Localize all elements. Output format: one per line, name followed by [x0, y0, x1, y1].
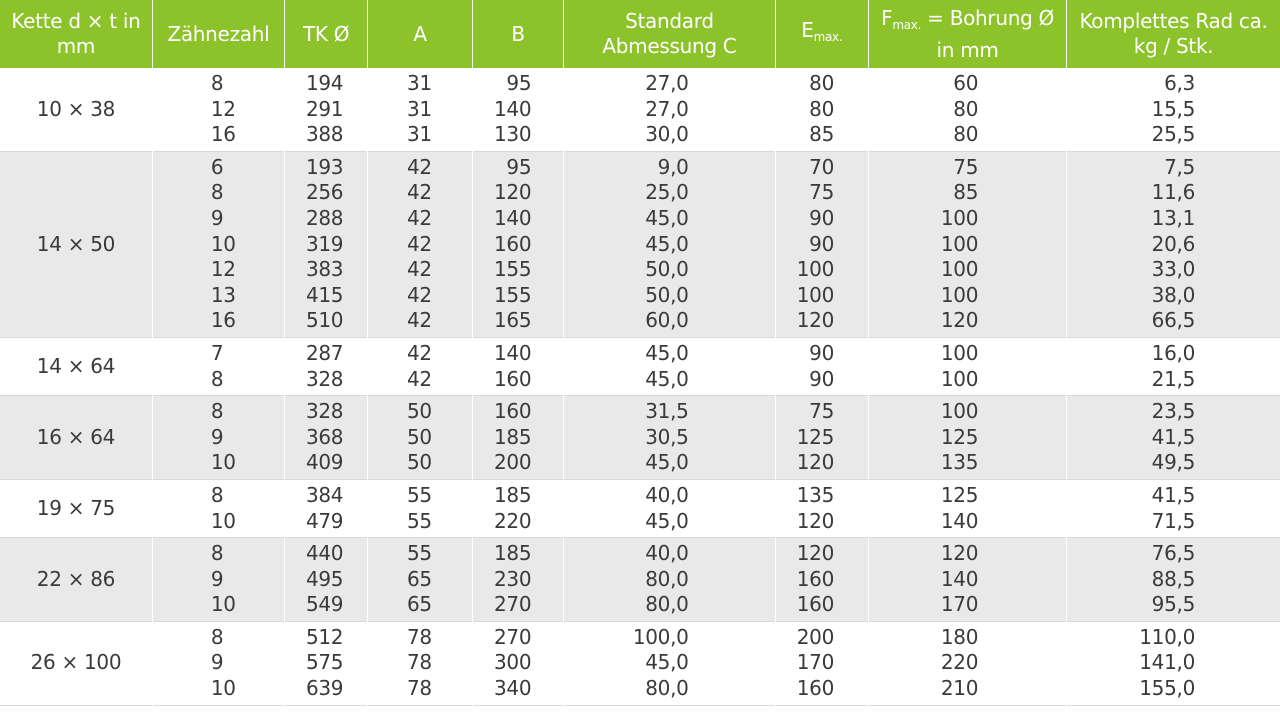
e-cell: [775, 479, 868, 537]
a-value: 31: [407, 122, 432, 147]
a-value: 55: [407, 541, 432, 566]
w-cell: [1067, 151, 1280, 337]
b-value: 95: [506, 154, 532, 179]
b-cell: [472, 68, 563, 151]
e-value: 70: [809, 154, 835, 179]
w-value: 155,0: [1139, 676, 1195, 701]
f-cell: [869, 621, 1067, 705]
teeth-cell: [152, 396, 284, 480]
table-row: [0, 151, 1280, 337]
c-value: 30,0: [645, 122, 689, 147]
c-value: 45,0: [645, 366, 689, 391]
c-cell: [564, 337, 775, 395]
c-cell: [564, 68, 775, 151]
b-value: 340: [494, 676, 532, 701]
header-e: [775, 0, 868, 68]
w-value: 41,5: [1151, 424, 1195, 449]
w-value: 41,5: [1151, 482, 1195, 507]
tk-value: 193: [305, 154, 344, 179]
table-row: [0, 479, 1280, 537]
a-value: 31: [407, 71, 432, 95]
e-value: 160: [796, 676, 835, 701]
a-value: 42: [407, 154, 432, 179]
f-value: 100: [940, 231, 979, 256]
header-f-sub: max.: [892, 17, 922, 32]
w-value: 16,0: [1151, 340, 1195, 365]
c-value: 45,0: [645, 231, 689, 256]
tk-value: 288: [305, 205, 344, 230]
tk-value: 495: [305, 566, 344, 591]
w-value: 6,3: [1164, 71, 1195, 95]
a-value: 50: [407, 424, 432, 449]
e-value: 90: [809, 366, 835, 391]
b-value: 160: [494, 366, 532, 391]
tk-value: 319: [305, 231, 344, 256]
e-value: 75: [809, 399, 835, 424]
f-cell: [869, 68, 1067, 151]
teeth-value: 16: [210, 122, 236, 147]
c-value: 25,0: [645, 180, 689, 205]
b-cell: [472, 621, 563, 705]
c-cell: [564, 151, 775, 337]
table-row: [0, 538, 1280, 622]
f-value: 100: [940, 340, 979, 365]
f-value: 100: [940, 282, 979, 307]
table-row: [0, 68, 1280, 151]
a-cell: [368, 68, 473, 151]
b-value: 160: [494, 399, 532, 424]
b-value: 120: [494, 180, 532, 205]
e-value: 85: [809, 122, 835, 147]
f-value: 100: [940, 366, 979, 391]
e-value: 75: [809, 180, 835, 205]
e-value: 80: [809, 71, 835, 95]
e-value: 120: [796, 308, 835, 333]
tk-cell: [284, 538, 367, 622]
b-cell: [472, 479, 563, 537]
c-value: 45,0: [645, 340, 689, 365]
tk-value: 328: [305, 399, 344, 424]
b-value: 95: [506, 71, 532, 95]
teeth-value: 12: [210, 96, 236, 121]
c-value: 80,0: [645, 676, 689, 701]
chain-size-cell: 14 × 64: [0, 337, 152, 395]
w-value: 7,5: [1164, 154, 1195, 179]
header-f-main: F: [881, 5, 893, 30]
header-f-rest: = Bohrung Ø in mm: [921, 5, 1054, 62]
teeth-cell: [152, 621, 284, 705]
teeth-value: 9: [210, 566, 224, 591]
chain-size-cell: 22 × 86: [0, 538, 152, 622]
c-value: 27,0: [645, 71, 689, 95]
b-value: 160: [494, 231, 532, 256]
b-value: 165: [494, 308, 532, 333]
f-value: 210: [940, 676, 979, 701]
b-cell: [472, 538, 563, 622]
teeth-cell: [152, 151, 284, 337]
b-value: 220: [494, 508, 532, 533]
header-tk: TK Ø: [284, 0, 367, 68]
w-value: 11,6: [1151, 180, 1195, 205]
w-value: 95,5: [1151, 592, 1195, 617]
teeth-value: 10: [210, 450, 236, 475]
a-value: 31: [407, 96, 432, 121]
tk-value: 415: [305, 282, 344, 307]
w-cell: [1067, 479, 1280, 537]
teeth-value: 12: [210, 257, 236, 282]
f-value: 60: [953, 71, 979, 95]
w-value: 21,5: [1151, 366, 1195, 391]
e-value: 100: [796, 257, 835, 282]
tk-value: 639: [305, 676, 344, 701]
w-value: 49,5: [1151, 450, 1195, 475]
e-value: 90: [809, 205, 835, 230]
e-value: 120: [796, 450, 835, 475]
e-cell: [775, 68, 868, 151]
w-value: 15,5: [1151, 96, 1195, 121]
c-value: 27,0: [645, 96, 689, 121]
e-value: 90: [809, 231, 835, 256]
w-cell: [1067, 396, 1280, 480]
c-value: 80,0: [645, 566, 689, 591]
teeth-value: 8: [210, 482, 224, 507]
f-value: 140: [940, 508, 979, 533]
w-value: 25,5: [1151, 122, 1195, 147]
b-value: 270: [494, 592, 532, 617]
w-value: 88,5: [1151, 566, 1195, 591]
f-value: 80: [953, 96, 979, 121]
teeth-value: 13: [210, 282, 236, 307]
teeth-cell: [152, 479, 284, 537]
teeth-value: 10: [210, 592, 236, 617]
b-value: 185: [494, 541, 532, 566]
a-value: 65: [407, 566, 432, 591]
a-value: 42: [407, 205, 432, 230]
a-value: 42: [407, 340, 432, 365]
w-cell: [1067, 337, 1280, 395]
f-cell: [869, 479, 1067, 537]
c-value: 31,5: [645, 399, 689, 424]
c-cell: [564, 479, 775, 537]
e-value: 120: [796, 541, 835, 566]
tk-value: 512: [305, 624, 344, 649]
a-value: 42: [407, 257, 432, 282]
c-value: 80,0: [645, 592, 689, 617]
b-value: 140: [494, 96, 532, 121]
a-value: 50: [407, 450, 432, 475]
e-cell: [775, 337, 868, 395]
b-value: 155: [494, 282, 532, 307]
b-value: 140: [494, 340, 532, 365]
table-row: [0, 396, 1280, 480]
f-value: 125: [940, 424, 979, 449]
f-value: 85: [953, 180, 979, 205]
f-value: 80: [953, 122, 979, 147]
e-value: 135: [796, 482, 835, 507]
tk-value: 479: [305, 508, 344, 533]
table-body: [0, 68, 1280, 705]
header-teeth: Zähnezahl: [152, 0, 284, 68]
teeth-value: 8: [210, 624, 224, 649]
tk-value: 510: [305, 308, 344, 333]
f-value: 180: [940, 624, 979, 649]
tk-value: 549: [305, 592, 344, 617]
a-value: 42: [407, 308, 432, 333]
e-value: 120: [796, 508, 835, 533]
a-cell: [368, 621, 473, 705]
w-value: 71,5: [1151, 508, 1195, 533]
e-cell: [775, 538, 868, 622]
f-cell: [869, 396, 1067, 480]
a-value: 65: [407, 592, 432, 617]
tk-value: 384: [305, 482, 344, 507]
table-row: [0, 337, 1280, 395]
e-value: 80: [809, 96, 835, 121]
c-cell: [564, 621, 775, 705]
tk-cell: [284, 479, 367, 537]
teeth-value: 10: [210, 508, 236, 533]
e-value: 170: [796, 650, 835, 675]
w-value: 33,0: [1151, 257, 1195, 282]
a-value: 55: [407, 508, 432, 533]
teeth-value: 8: [210, 71, 224, 95]
tk-value: 440: [305, 541, 344, 566]
tk-value: 368: [305, 424, 344, 449]
tk-cell: [284, 68, 367, 151]
w-value: 20,6: [1151, 231, 1195, 256]
tk-value: 383: [305, 257, 344, 282]
teeth-value: 10: [210, 676, 236, 701]
header-a: A: [368, 0, 473, 68]
f-value: 170: [940, 592, 979, 617]
c-value: 100,0: [632, 624, 689, 649]
teeth-value: 8: [210, 366, 224, 391]
a-value: 42: [407, 282, 432, 307]
b-value: 200: [494, 450, 532, 475]
a-cell: [368, 151, 473, 337]
w-value: 23,5: [1151, 399, 1195, 424]
b-value: 270: [494, 624, 532, 649]
c-value: 45,0: [645, 450, 689, 475]
header-weight: Komplettes Rad ca. kg / Stk.: [1067, 0, 1280, 68]
e-value: 160: [796, 592, 835, 617]
e-value: 90: [809, 340, 835, 365]
tk-cell: [284, 151, 367, 337]
f-value: 120: [940, 308, 979, 333]
f-value: 120: [940, 541, 979, 566]
teeth-value: 8: [210, 399, 224, 424]
c-cell: [564, 538, 775, 622]
header-f: [869, 0, 1067, 68]
c-value: 60,0: [645, 308, 689, 333]
b-cell: [472, 337, 563, 395]
tk-value: 328: [305, 366, 344, 391]
e-cell: [775, 396, 868, 480]
c-value: 9,0: [657, 154, 689, 179]
e-value: 100: [796, 282, 835, 307]
e-cell: [775, 621, 868, 705]
chain-size-cell: 16 × 64: [0, 396, 152, 480]
b-value: 185: [494, 424, 532, 449]
w-value: 13,1: [1151, 205, 1195, 230]
e-value: 200: [796, 624, 835, 649]
a-cell: [368, 396, 473, 480]
tk-cell: [284, 396, 367, 480]
w-cell: [1067, 68, 1280, 151]
teeth-value: 8: [210, 180, 224, 205]
teeth-value: 9: [210, 650, 224, 675]
header-row: [0, 0, 1280, 68]
f-value: 220: [940, 650, 979, 675]
tk-value: 287: [305, 340, 344, 365]
table-header: [0, 0, 1280, 68]
c-value: 40,0: [645, 482, 689, 507]
teeth-value: 6: [210, 154, 224, 179]
chain-size-cell: 14 × 50: [0, 151, 152, 337]
e-value: 125: [796, 424, 835, 449]
teeth-value: 16: [210, 308, 236, 333]
a-value: 42: [407, 180, 432, 205]
w-cell: [1067, 538, 1280, 622]
e-cell: [775, 151, 868, 337]
a-value: 42: [407, 231, 432, 256]
tk-value: 256: [305, 180, 344, 205]
tk-value: 388: [305, 122, 344, 147]
c-value: 40,0: [645, 541, 689, 566]
f-value: 135: [940, 450, 979, 475]
w-value: 76,5: [1151, 541, 1195, 566]
teeth-value: 8: [210, 541, 224, 566]
header-b: B: [472, 0, 563, 68]
w-value: 66,5: [1151, 308, 1195, 333]
header-e-sub: max.: [813, 30, 843, 44]
tk-value: 291: [305, 96, 344, 121]
a-value: 42: [407, 366, 432, 391]
a-value: 78: [407, 650, 432, 675]
teeth-cell: [152, 68, 284, 151]
a-cell: [368, 479, 473, 537]
a-value: 78: [407, 624, 432, 649]
f-value: 75: [953, 154, 979, 179]
a-value: 78: [407, 676, 432, 701]
tk-value: 409: [305, 450, 344, 475]
a-value: 50: [407, 399, 432, 424]
teeth-value: 9: [210, 424, 224, 449]
header-e-main: E: [801, 18, 814, 42]
tk-value: 194: [305, 71, 344, 95]
tk-value: 575: [305, 650, 344, 675]
f-cell: [869, 538, 1067, 622]
a-cell: [368, 337, 473, 395]
table-row: [0, 621, 1280, 705]
b-value: 130: [494, 122, 532, 147]
header-chain: Kette d × t in mm: [0, 0, 152, 68]
w-value: 38,0: [1151, 282, 1195, 307]
c-value: 50,0: [645, 257, 689, 282]
f-cell: [869, 337, 1067, 395]
f-cell: [869, 151, 1067, 337]
tk-cell: [284, 621, 367, 705]
f-value: 100: [940, 257, 979, 282]
c-value: 45,0: [645, 650, 689, 675]
b-value: 140: [494, 205, 532, 230]
teeth-cell: [152, 538, 284, 622]
teeth-cell: [152, 337, 284, 395]
f-value: 140: [940, 566, 979, 591]
w-cell: [1067, 621, 1280, 705]
c-value: 30,5: [645, 424, 689, 449]
b-value: 155: [494, 257, 532, 282]
c-cell: [564, 396, 775, 480]
f-value: 100: [940, 205, 979, 230]
b-cell: [472, 396, 563, 480]
w-value: 110,0: [1139, 624, 1195, 649]
e-value: 160: [796, 566, 835, 591]
c-value: 45,0: [645, 508, 689, 533]
teeth-value: 7: [210, 340, 224, 365]
f-value: 125: [940, 482, 979, 507]
b-value: 230: [494, 566, 532, 591]
teeth-value: 10: [210, 231, 236, 256]
c-value: 45,0: [645, 205, 689, 230]
tk-cell: [284, 337, 367, 395]
chain-size-cell: 19 × 75: [0, 479, 152, 537]
f-value: 100: [940, 399, 979, 424]
b-value: 185: [494, 482, 532, 507]
w-value: 141,0: [1139, 650, 1195, 675]
a-value: 55: [407, 482, 432, 507]
chain-size-cell: 10 × 38: [0, 68, 152, 151]
b-value: 300: [494, 650, 532, 675]
c-value: 50,0: [645, 282, 689, 307]
teeth-value: 9: [210, 205, 224, 230]
a-cell: [368, 538, 473, 622]
b-cell: [472, 151, 563, 337]
chain-size-cell: 26 × 100: [0, 621, 152, 705]
header-c: Standard Abmessung C: [564, 0, 775, 68]
